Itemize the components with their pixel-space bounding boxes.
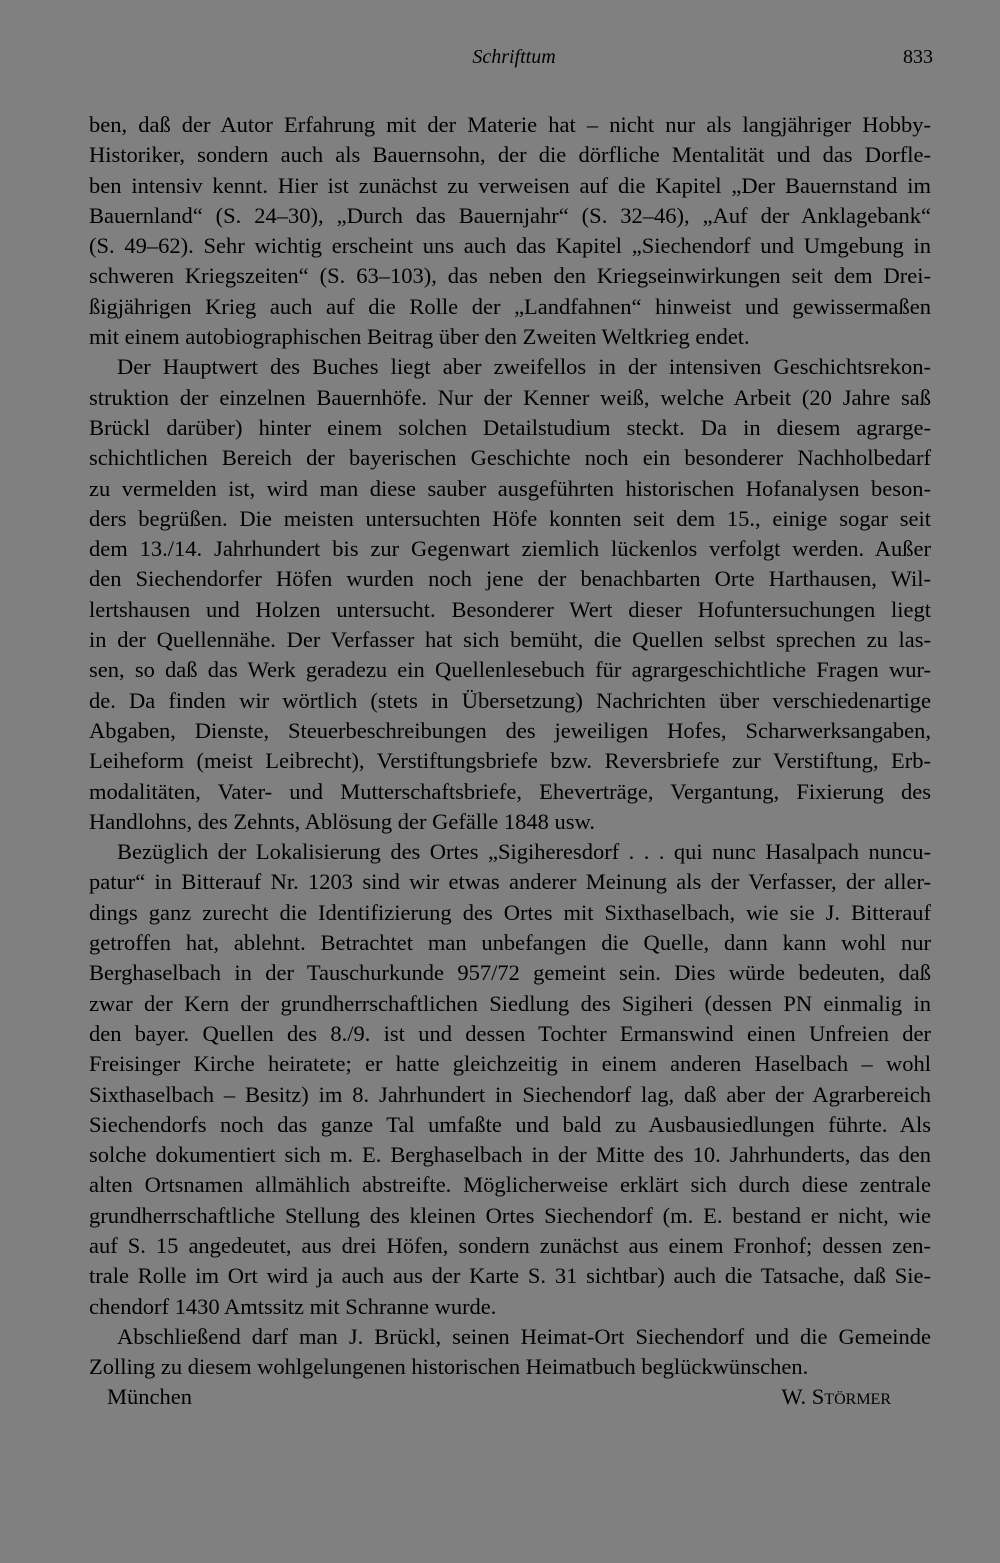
text-line: trale Rolle im Ort wird ja auch aus der Karte S. 31 sichtbar) auch die Tatsache, daß Sie- (89, 1263, 931, 1289)
paragraphs-container (89, 110, 931, 1382)
text-line: schweren Kriegszeiten“ (S. 63–103), das neben den Kriegseinwirkungen seit dem Drei- (89, 263, 931, 289)
text-line: Berghaselbach in der Tauschurkunde 957/72 gemeint sein. Dies würde bedeuten, daß (89, 960, 931, 986)
text-line: dem 13./14. Jahrhundert bis zur Gegenwart ziemlich lückenlos verfolgt werden. Außer (89, 536, 931, 562)
running-title: Schrifttum (472, 46, 556, 68)
text-line: sen, so daß das Werk geradezu ein Quellenlesebuch für agrargeschichtliche Fragen wur- (89, 657, 931, 683)
paragraph (89, 837, 931, 1322)
signature-author: W. Störmer (781, 1384, 891, 1410)
text-line: (S. 49–62). Sehr wichtig erscheint uns auch das Kapitel „Siechendorf und Umgebung in (89, 233, 931, 259)
text-line: lertshausen und Holzen untersucht. Besonderer Wert dieser Hofuntersuchungen liegt (89, 596, 931, 622)
text-line: Brückl darüber) hinter einem solchen Detailstudium steckt. Da in diesem agrarge- (89, 414, 931, 440)
text-line: getroffen hat, ablehnt. Betrachtet man unbefangen die Quelle, dann kann wohl nur (89, 930, 931, 956)
text-line: mit einem autobiographischen Beitrag über den Zweiten Weltkrieg endet. (89, 324, 750, 350)
signature-line (89, 1382, 931, 1412)
text-line: Bauernland“ (S. 24–30), „Durch das Bauernjahr“ (S. 32–46), „Auf der Anklagebank“ (89, 202, 931, 228)
text-line: Historiker, sondern auch als Bauernsohn, der die dörfliche Mentalität und das Dorfle- (89, 142, 931, 168)
text-line: de. Da finden wir wörtlich (stets in Übersetzung) Nachrichten über verschiedenartige (89, 687, 931, 713)
text-line: ben, daß der Autor Erfahrung mit der Materie hat – nicht nur als langjähriger Hobby- (89, 112, 931, 137)
text-line: den Siechendorfer Höfen wurden noch jene der benachbarten Orte Harthausen, Wil- (89, 566, 931, 592)
text-line: Abgaben, Dienste, Steuerbeschreibungen des jeweiligen Hofes, Scharwerksangaben, (89, 717, 931, 743)
paragraph (89, 352, 931, 837)
text-line: Bezüglich der Lokalisierung des Ortes „Sigiheresdorf . . . qui nunc Hasalpach nuncu- (117, 839, 931, 865)
text-line: auf S. 15 angedeutet, aus drei Höfen, sondern zunächst aus einem Fronhof; dessen zen- (89, 1232, 931, 1258)
text-line: chendorf 1430 Amtssitz mit Schranne wurde. (89, 1293, 497, 1319)
paragraph (89, 110, 931, 352)
text-line: dings ganz zurecht die Identifizierung des Ortes mit Sixthaselbach, wie sie J. Bitterauf (89, 899, 931, 925)
page-number: 833 (903, 46, 933, 68)
text-line: Zolling zu diesem wohlgelungenen historischen Heimatbuch beglückwünschen. (89, 1354, 809, 1380)
text-line: in der Quellennähe. Der Verfasser hat sich bemüht, die Quellen selbst sprechen zu las- (89, 627, 931, 653)
text-line: struktion der einzelnen Bauernhöfe. Nur der Kenner weiß, welche Arbeit (20 Jahre saß (89, 384, 931, 410)
text-line: zwar der Kern der grundherrschaftlichen Siedlung des Sigiheri (dessen PN einmalig in (89, 990, 931, 1016)
text-line: grundherrschaftliche Stellung des kleinen Ortes Siechendorf (m. E. bestand er nicht, wie (89, 1202, 931, 1228)
text-line: modalitäten, Vater- und Mutterschaftsbriefe, Eheverträge, Vergantung, Fixierung des (89, 778, 931, 804)
text-line: schichtlichen Bereich der bayerischen Geschichte noch ein besonderer Nachholbedarf (89, 445, 931, 471)
text-line: patur“ in Bitterauf Nr. 1203 sind wir etwas anderer Meinung als der Verfasser, der aller- (89, 869, 931, 895)
paragraph (89, 1322, 931, 1383)
signature-place: München (107, 1384, 192, 1410)
text-line: ders begrüßen. Die meisten untersuchten Höfe konnten seit dem 15., einige sogar seit (89, 505, 931, 531)
text-line: Freisinger Kirche heiratete; er hatte gleichzeitig in einem anderen Haselbach – wohl (89, 1051, 931, 1077)
text-line: Sixthaselbach – Besitz) im 8. Jahrhundert in Siechendorf lag, daß aber der Agrarbereich (89, 1081, 931, 1107)
text-line: Siechendorfs noch das ganze Tal umfaßte und bald zu Ausbausiedlungen führte. Als (89, 1111, 931, 1137)
body-text (89, 110, 931, 1413)
text-line: solche dokumentiert sich m. E. Berghaselbach in der Mitte des 10. Jahrhunderts, das den (89, 1142, 931, 1168)
text-line: ben intensiv kennt. Hier ist zunächst zu verweisen auf die Kapitel „Der Bauernstand im (89, 172, 931, 198)
text-line: Der Hauptwert des Buches liegt aber zweifellos in der intensiven Geschichtsrekon- (117, 354, 931, 380)
text-line: Handlohns, des Zehnts, Ablösung der Gefälle 1848 usw. (89, 808, 595, 834)
text-line: ßigjährigen Krieg auch auf die Rolle der „Landfahnen“ hinweist und gewissermaßen (89, 293, 931, 319)
text-line: Leiheform (meist Leibrecht), Verstiftungsbriefe bzw. Reversbriefe zur Verstiftung, Erb- (89, 748, 931, 774)
text-line: zu vermelden ist, wird man diese sauber ausgeführten historischen Hofanalysen beson- (89, 475, 931, 501)
text-line: den bayer. Quellen des 8./9. ist und dessen Tochter Ermanswind einen Unfreien der (89, 1020, 931, 1046)
text-line: Abschließend darf man J. Brückl, seinen Heimat-Ort Siechendorf und die Gemeinde (117, 1323, 931, 1349)
text-line: alten Ortsnamen allmählich abstreifte. Möglicherweise erklärt sich durch diese zentrale (89, 1172, 931, 1198)
